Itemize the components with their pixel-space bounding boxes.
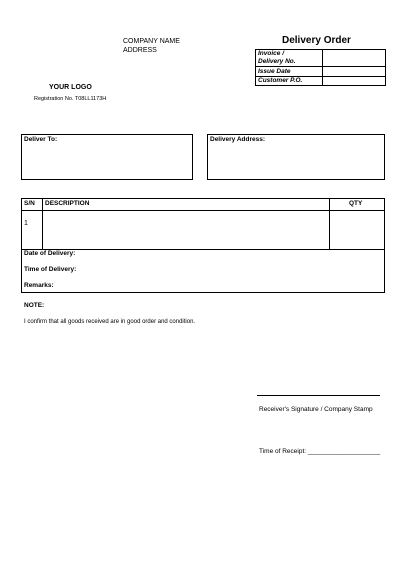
page-title: Delivery Order xyxy=(282,35,351,46)
registration-number: Registration No. T08LL1173H xyxy=(34,96,107,102)
note-label: NOTE: xyxy=(24,302,45,309)
row-sn: 1 xyxy=(24,220,28,227)
company-address: ADDRESS xyxy=(123,47,157,54)
time-of-delivery-label: Time of Delivery: xyxy=(24,266,77,273)
sn-column-divider xyxy=(42,198,43,250)
row-qty[interactable] xyxy=(332,220,382,246)
issue-date-label: Issue Date xyxy=(256,67,323,77)
invoice-value-cell[interactable] xyxy=(323,50,386,67)
items-header-divider xyxy=(21,210,385,211)
delivery-address-label: Delivery Address: xyxy=(210,136,266,143)
invoice-label-line2: Delivery No. xyxy=(258,58,296,65)
sn-header: S/N xyxy=(24,200,35,207)
items-row-divider xyxy=(21,249,385,250)
invoice-label-cell xyxy=(256,50,323,67)
invoice-row xyxy=(256,50,386,67)
deliver-to-label: Deliver To: xyxy=(24,136,58,143)
time-of-receipt[interactable]: Time of Receipt: ____________________ xyxy=(259,448,381,455)
issue-date-value[interactable] xyxy=(323,67,386,77)
company-name: COMPANY NAME xyxy=(123,38,180,45)
customer-po-label: Customer P.O. xyxy=(256,76,323,86)
invoice-table xyxy=(255,49,386,86)
note-text: I confirm that all goods received are in good order and condition. xyxy=(24,319,196,325)
row-description[interactable] xyxy=(45,220,327,246)
issue-date-row xyxy=(256,67,386,77)
logo-placeholder: YOUR LOGO xyxy=(49,84,92,91)
description-header: DESCRIPTION xyxy=(45,200,90,207)
deliver-to-box[interactable] xyxy=(21,134,193,180)
customer-po-row xyxy=(256,76,386,86)
date-of-delivery-label: Date of Delivery: xyxy=(24,250,76,257)
signature-label: Receiver's Signature / Company Stamp xyxy=(259,406,373,413)
qty-header: QTY xyxy=(349,200,363,207)
signature-line xyxy=(257,395,380,396)
qty-column-divider xyxy=(329,198,330,250)
customer-po-value[interactable] xyxy=(323,76,386,86)
remarks-label: Remarks: xyxy=(24,282,54,289)
invoice-label-line1: Invoice / xyxy=(258,50,285,57)
delivery-address-box[interactable] xyxy=(207,134,385,180)
